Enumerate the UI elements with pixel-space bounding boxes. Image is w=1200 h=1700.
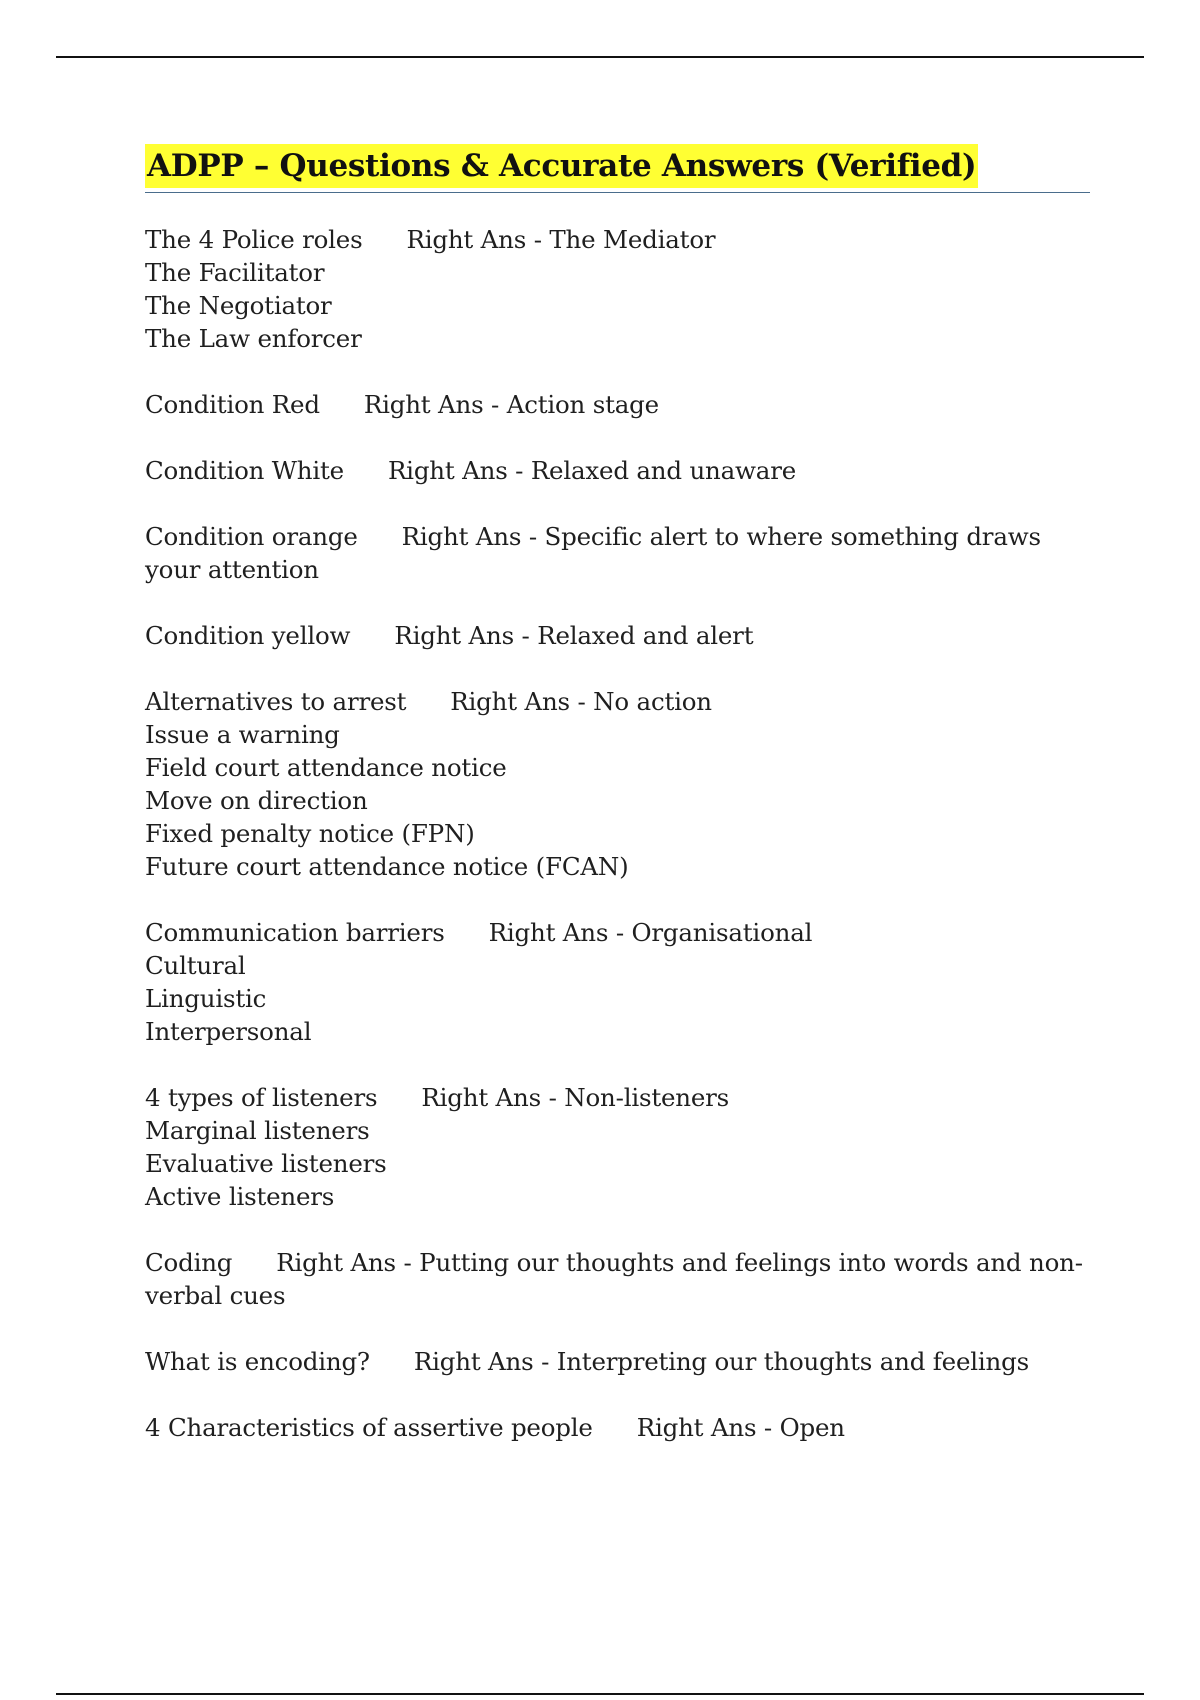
qa-item [145,1411,1090,1444]
answer-continuation-line: Fixed penalty notice (FPN) [145,819,475,848]
qa-item [145,454,1090,487]
qa-item [145,685,1090,883]
question-text: Condition yellow [145,621,351,650]
question-text: Condition Red [145,390,320,419]
qa-item [145,1246,1090,1312]
qa-item [145,916,1090,1048]
qa-item [145,619,1090,652]
answer-continuation-line: The Negotiator [145,291,332,320]
qa-main-line [145,1411,1090,1444]
answer-continuation-line: Cultural [145,951,246,980]
qa-item [145,1081,1090,1213]
answer-text: Right Ans - Relaxed and alert [394,621,754,650]
qa-main-line [145,223,1090,256]
question-text: 4 types of listeners [145,1083,378,1112]
document-title: ADPP – Questions & Accurate Answers (Verified) [145,144,978,188]
answer-text: Right Ans - Specific alert to where something draws your attention [145,522,1041,584]
answer-continuation-line: Move on direction [145,786,368,815]
qa-main-line [145,388,1090,421]
answer-text: Right Ans - Non-listeners [421,1083,730,1112]
qa-item [145,223,1090,355]
question-text: The 4 Police roles [145,225,363,254]
answer-continuation-line: Linguistic [145,984,267,1013]
question-text: Condition White [145,456,344,485]
page-top-rule [56,56,1144,58]
answer-continuation-line: The Law enforcer [145,324,362,353]
qa-main-line [145,619,1090,652]
answer-continuation-line: Evaluative listeners [145,1149,387,1178]
question-text: Coding [145,1248,233,1277]
answer-continuation-line: Issue a warning [145,720,340,749]
title-block [145,144,1090,193]
qa-item [145,388,1090,421]
answer-continuation-line: Future court attendance notice (FCAN) [145,852,629,881]
answer-continuation-line: The Facilitator [145,258,325,287]
qa-main-line [145,520,1090,586]
answer-text: Right Ans - The Mediator [406,225,716,254]
qa-main-line [145,1246,1090,1312]
question-text: Condition orange [145,522,358,551]
qa-item [145,1345,1090,1378]
answer-continuation-line: Marginal listeners [145,1116,370,1145]
qa-main-line [145,1345,1090,1378]
qa-main-line [145,916,1090,949]
answer-text: Right Ans - Interpreting our thoughts and feelings [413,1347,1029,1376]
qa-list [145,223,1090,1444]
question-text: What is encoding? [145,1347,370,1376]
answer-text: Right Ans - Action stage [363,390,659,419]
answer-text: Right Ans - No action [450,687,712,716]
answer-text: Right Ans - Putting our thoughts and feelings into words and non-verbal cues [145,1248,1083,1310]
document-body [145,144,1090,1477]
question-text: 4 Characteristics of assertive people [145,1413,593,1442]
question-text: Communication barriers [145,918,445,947]
answer-continuation-line: Field court attendance notice [145,753,507,782]
qa-main-line [145,685,1090,718]
answer-continuation-line: Active listeners [145,1182,335,1211]
qa-main-line [145,1081,1090,1114]
page-bottom-rule [56,1693,1144,1695]
answer-text: Right Ans - Open [636,1413,845,1442]
qa-main-line [145,454,1090,487]
qa-item [145,520,1090,586]
answer-text: Right Ans - Relaxed and unaware [387,456,797,485]
question-text: Alternatives to arrest [145,687,407,716]
answer-continuation-line: Interpersonal [145,1017,312,1046]
answer-text: Right Ans - Organisational [488,918,813,947]
